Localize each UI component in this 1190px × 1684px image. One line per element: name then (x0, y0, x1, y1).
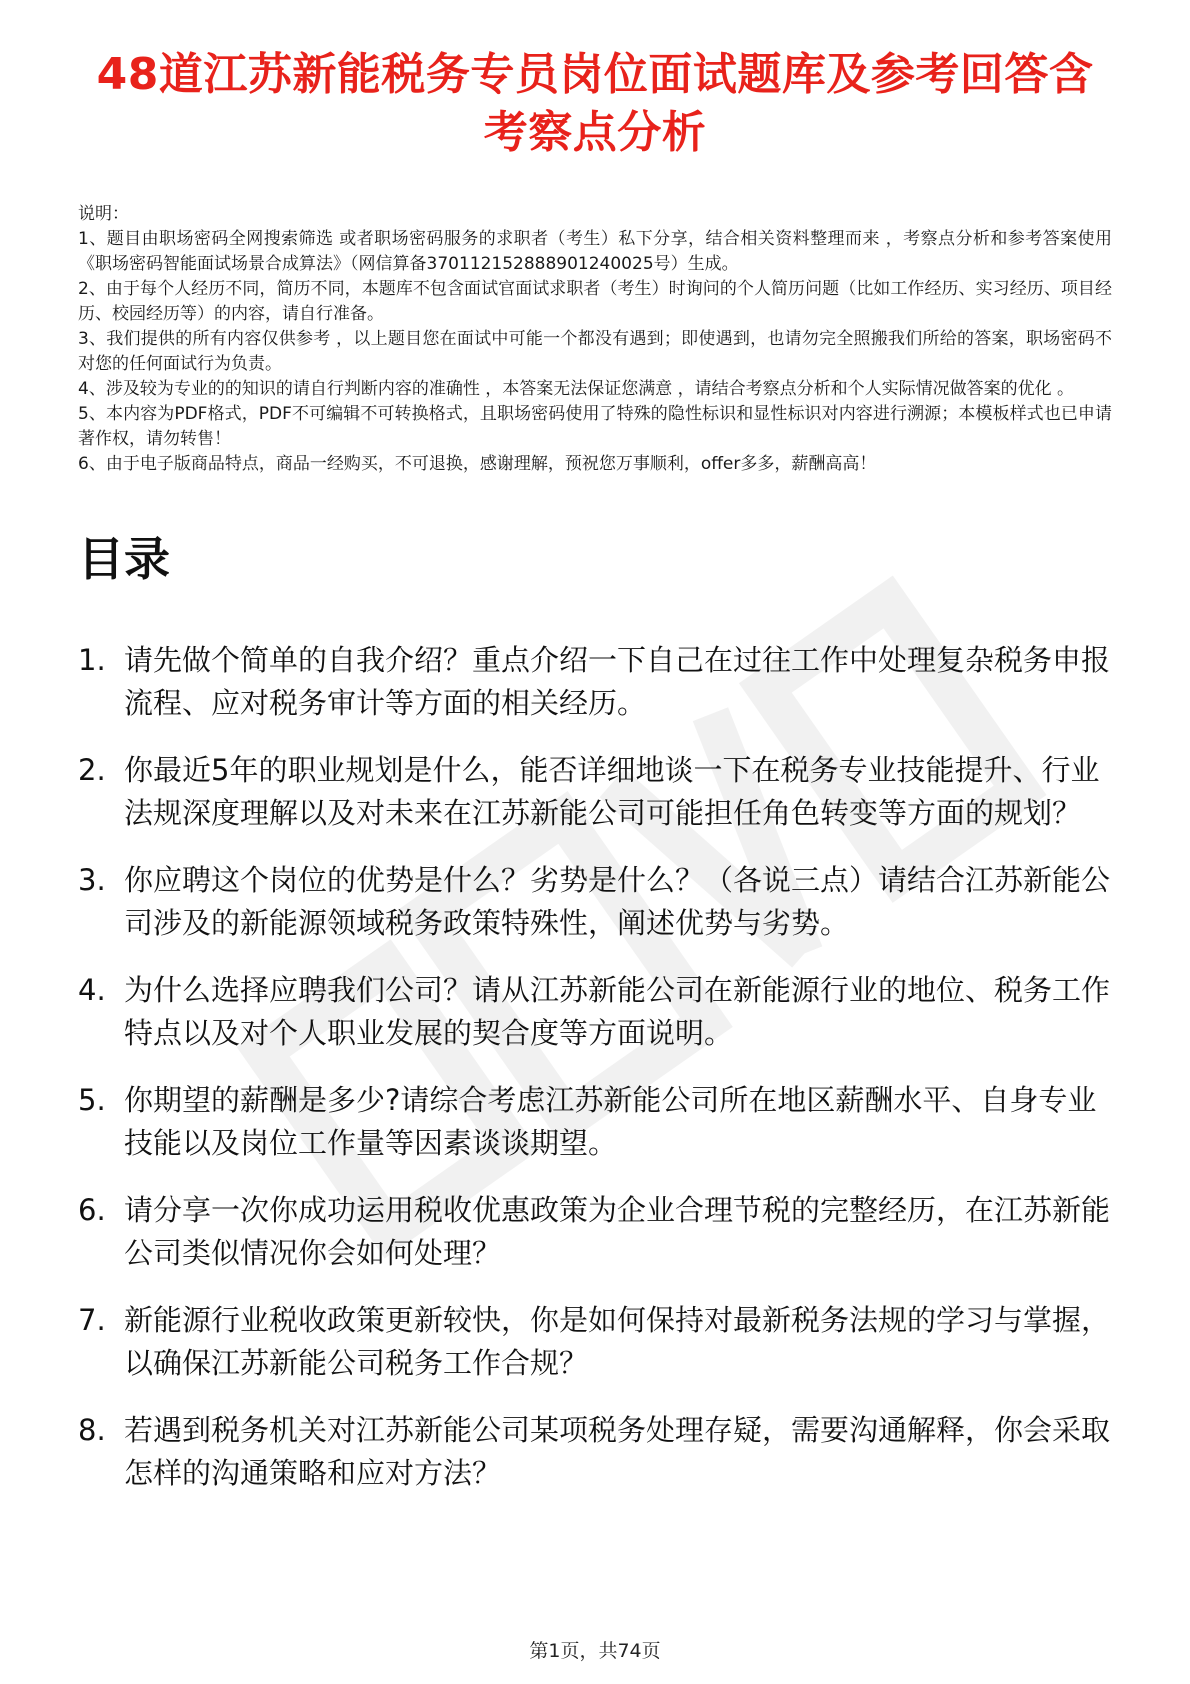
toc-item[interactable] (78, 749, 1112, 835)
toc-item-question: 为什么选择应聘我们公司？请从江苏新能公司在新能源行业的地位、税务工作特点以及对个人职业发展的契合度等方面说明。 (124, 973, 1111, 1050)
page-footer: 第1页，共74页 (529, 1640, 661, 1662)
toc-item[interactable] (78, 1079, 1112, 1165)
instructions-label: 说明： (78, 204, 129, 224)
toc-item-question: 新能源行业税收政策更新较快，你是如何保持对最新税务法规的学习与掌握，以确保江苏新能公司税务工作合规？ (124, 1303, 1111, 1380)
instructions-section (78, 202, 1112, 477)
toc-item[interactable] (78, 1299, 1112, 1385)
toc-item-number: 1. (78, 643, 106, 677)
instruction-item: 1、题目由职场密码全网搜索筛选 或者职场密码服务的求职者（考生）私下分享，结合相关资料整理而来 ，考察点分析和参考答案使用《职场密码智能面试场景合成算法》（网信算备370112152888901240025号）生成。 (78, 229, 1112, 274)
toc-item-question: 请先做个简单的自我介绍？重点介绍一下自己在过往工作中处理复杂税务申报流程、应对税务审计等方面的相关经历。 (124, 643, 1111, 720)
toc-heading: 目录 (78, 532, 170, 586)
toc-item-question: 你应聘这个岗位的优势是什么？劣势是什么？（各说三点）请结合江苏新能公司涉及的新能源领域税务政策特殊性，阐述优势与劣势。 (124, 863, 1111, 940)
toc-item-number: 7. (78, 1303, 106, 1337)
toc-item-question: 你最近5年的职业规划是什么，能否详细地谈一下在税务专业技能提升、行业法规深度理解以及对未来在江苏新能公司可能担任角色转变等方面的规划？ (124, 753, 1100, 830)
toc-item[interactable] (78, 969, 1112, 1055)
toc-item-question: 请分享一次你成功运用税收优惠政策为企业合理节税的完整经历，在江苏新能公司类似情况你会如何处理？ (124, 1193, 1111, 1270)
toc-item-question: 你期望的薪酬是多少?请综合考虑江苏新能公司所在地区薪酬水平、自身专业技能以及岗位工作量等因素谈谈期望。 (124, 1083, 1097, 1160)
toc-item[interactable] (78, 639, 1112, 725)
document-title: 48道江苏新能税务专员岗位面试题库及参考回答含考察点分析 (96, 49, 1094, 158)
toc-item[interactable] (78, 859, 1112, 945)
toc-item-number: 2. (78, 753, 106, 787)
toc-item[interactable] (78, 1189, 1112, 1275)
toc-item-question: 若遇到税务机关对江苏新能公司某项税务处理存疑，需要沟通解释，你会采取怎样的沟通策略和应对方法？ (124, 1413, 1111, 1490)
toc-item-number: 6. (78, 1193, 106, 1227)
toc-item-number: 4. (78, 973, 106, 1007)
toc-list (78, 639, 1112, 1495)
toc-item[interactable] (78, 1409, 1112, 1495)
instruction-item: 5、本内容为PDF格式，PDF不可编辑不可转换格式，且职场密码使用了特殊的隐性标识和显性标识对内容进行溯源；本模板样式也已申请著作权，请勿转售！ (78, 404, 1112, 449)
toc-item-number: 3. (78, 863, 106, 897)
instruction-item: 2、由于每个人经历不同，简历不同，本题库不包含面试官面试求职者（考生）时询问的个人简历问题（比如工作经历、实习经历、项目经历、校园经历等）的内容，请自行准备。 (78, 279, 1112, 324)
instruction-item: 3、我们提供的所有内容仅供参考 ，以上题目您在面试中可能一个都没有遇到；即使遇到，也请勿完全照搬我们所给的答案，职场密码不对您的任何面试行为负责。 (78, 329, 1112, 374)
instruction-item: 6、由于电子版商品特点，商品一经购买，不可退换，感谢理解，预祝您万事顺利，offer多多，薪酬高高！ (78, 454, 877, 474)
toc-item-number: 8. (78, 1413, 106, 1447)
toc-item-number: 5. (78, 1083, 106, 1117)
instruction-item: 4、涉及较为专业的的知识的请自行判断内容的准确性 ，本答案无法保证您满意 ，请结合考察点分析和个人实际情况做答案的优化 。 (78, 379, 1075, 399)
